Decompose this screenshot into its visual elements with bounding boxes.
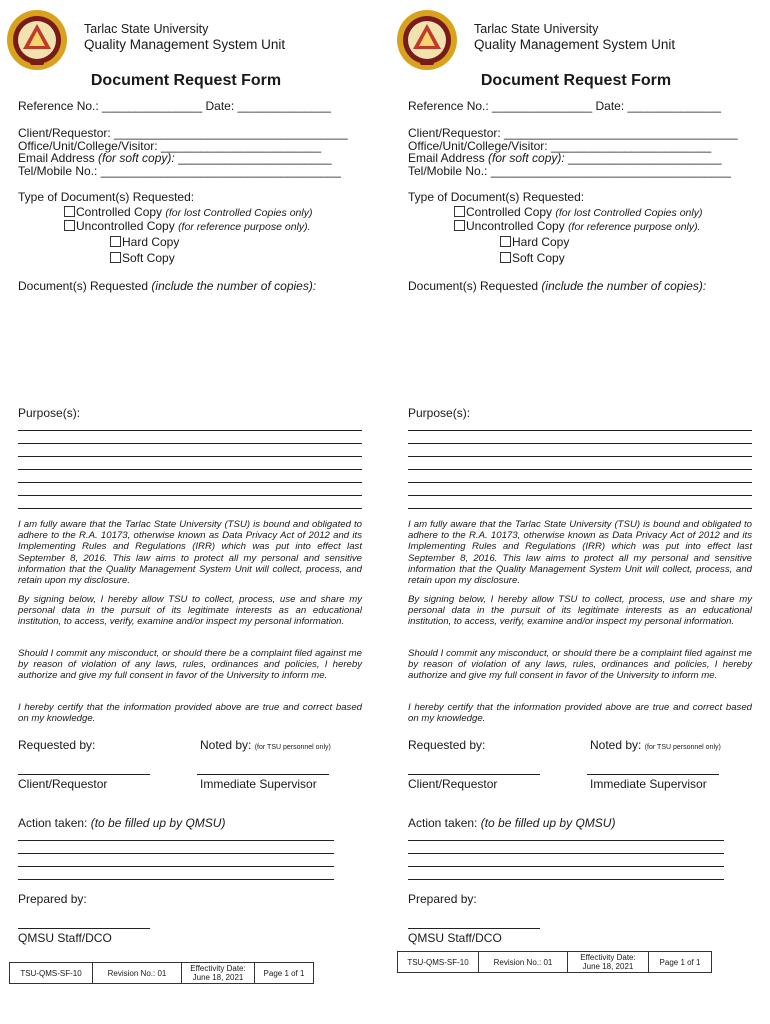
purpose-line[interactable] xyxy=(408,495,752,496)
privacy-paragraph-2: By signing below, I hereby allow TSU to collect, process, use and share my personal data in the pursuit of its legitimate interests as an educational institution, to access, verify, examine and/or inspect my personal information. xyxy=(18,594,362,628)
university-seal-icon xyxy=(6,9,68,71)
controlled-copy-checkbox[interactable] xyxy=(454,206,465,217)
footer-effectivity xyxy=(567,951,649,973)
hard-copy-checkbox[interactable] xyxy=(500,236,511,247)
controlled-copy-label: Controlled Copy xyxy=(76,205,163,219)
action-hint: (to be filled up by QMSU) xyxy=(480,816,616,830)
qmsu-staff-caption: QMSU Staff/DCO xyxy=(18,931,112,945)
documents-requested-label xyxy=(408,279,706,293)
effectivity-date: June 18, 2021 xyxy=(192,973,244,982)
noted-by-label xyxy=(590,738,721,752)
noted-by-label xyxy=(200,738,331,752)
noted-by-hint: (for TSU personnel only) xyxy=(254,744,331,751)
action-line[interactable] xyxy=(408,879,724,880)
supervisor-signature-line[interactable] xyxy=(587,774,719,775)
unit-name: Quality Management System Unit xyxy=(474,37,676,52)
effectivity-date: June 18, 2021 xyxy=(582,962,634,971)
hard-copy-option[interactable] xyxy=(110,235,179,249)
client-requestor-field[interactable]: Client/Requestor: ___________________________________ xyxy=(408,126,738,140)
office-field[interactable]: Office/Unit/College/Visitor: ________________________ xyxy=(408,139,712,153)
footer-revision: Revision No.: 01 xyxy=(92,962,182,984)
footer-code: TSU-QMS-SF-10 xyxy=(397,951,479,973)
type-label: Type of Document(s) Requested: xyxy=(408,190,585,204)
action-taken-label xyxy=(18,816,225,830)
client-requestor-caption: Client/Requestor xyxy=(408,777,498,791)
purpose-label: Purpose(s): xyxy=(408,406,471,420)
document-footer xyxy=(10,962,314,984)
soft-copy-option[interactable] xyxy=(500,251,565,265)
uncontrolled-copy-checkbox[interactable] xyxy=(64,220,75,231)
effectivity-label: Effectivity Date: xyxy=(580,953,636,962)
uncontrolled-copy-label: Uncontrolled Copy xyxy=(466,219,565,233)
email-hint: (for soft copy): xyxy=(488,151,565,165)
action-taken-label xyxy=(408,816,615,830)
uncontrolled-copy-label: Uncontrolled Copy xyxy=(76,219,175,233)
purpose-line[interactable] xyxy=(18,443,362,444)
type-label: Type of Document(s) Requested: xyxy=(18,190,195,204)
purpose-line[interactable] xyxy=(18,469,362,470)
controlled-copy-hint: (for lost Controlled Copies only) xyxy=(555,207,703,219)
form-title: Document Request Form xyxy=(480,72,672,89)
controlled-copy-hint: (for lost Controlled Copies only) xyxy=(165,207,313,219)
action-line[interactable] xyxy=(18,840,334,841)
action-line[interactable] xyxy=(18,853,334,854)
uncontrolled-copy-checkbox[interactable] xyxy=(454,220,465,231)
document-request-form-right xyxy=(390,0,762,1024)
purpose-line[interactable] xyxy=(408,430,752,431)
documents-hint: (include the number of copies): xyxy=(541,279,707,293)
university-name: Tarlac State University xyxy=(474,22,599,36)
hard-copy-label: Hard Copy xyxy=(512,235,570,249)
tel-field[interactable]: Tel/Mobile No.: ____________________________________ xyxy=(18,164,341,178)
action-line[interactable] xyxy=(18,879,334,880)
uncontrolled-copy-hint: (for reference purpose only). xyxy=(178,221,311,233)
noted-by-text: Noted by: xyxy=(590,738,642,752)
purpose-label: Purpose(s): xyxy=(18,406,81,420)
purpose-line[interactable] xyxy=(408,482,752,483)
documents-label: Document(s) Requested xyxy=(18,279,149,293)
soft-copy-checkbox[interactable] xyxy=(110,252,121,263)
unit-name: Quality Management System Unit xyxy=(84,37,286,52)
email-field[interactable] xyxy=(18,151,332,165)
action-hint: (to be filled up by QMSU) xyxy=(90,816,226,830)
privacy-paragraph-3: Should I commit any misconduct, or should there be a complaint filed against me by reason of violation of any laws, rules, ordinances and policies, I hereby authorize and give my full consent in favor of the University to inform me. xyxy=(18,648,362,682)
action-line[interactable] xyxy=(408,866,724,867)
client-requestor-field[interactable]: Client/Requestor: ___________________________________ xyxy=(18,126,348,140)
documents-hint: (include the number of copies): xyxy=(151,279,317,293)
requestor-signature-line[interactable] xyxy=(18,774,150,775)
document-footer xyxy=(398,951,712,973)
certification-paragraph: I hereby certify that the information provided above are true and correct based on my knowledge. xyxy=(408,702,752,725)
hard-copy-checkbox[interactable] xyxy=(110,236,121,247)
requestor-signature-line[interactable] xyxy=(408,774,540,775)
form-title: Document Request Form xyxy=(90,72,282,89)
footer-code: TSU-QMS-SF-10 xyxy=(9,962,93,984)
email-label: Email Address xyxy=(408,151,485,165)
action-label: Action taken: xyxy=(408,816,478,830)
office-field[interactable]: Office/Unit/College/Visitor: ________________________ xyxy=(18,139,322,153)
hard-copy-option[interactable] xyxy=(500,235,569,249)
privacy-paragraph-3: Should I commit any misconduct, or should there be a complaint filed against me by reason of violation of any laws, rules, ordinances and policies, I hereby authorize and give my full consent in favor of the University to inform me. xyxy=(408,648,752,682)
soft-copy-checkbox[interactable] xyxy=(500,252,511,263)
email-field[interactable] xyxy=(408,151,722,165)
purpose-line[interactable] xyxy=(408,456,752,457)
reference-date-field[interactable]: Reference No.: _______________ Date: ______________ xyxy=(18,99,331,113)
soft-copy-label: Soft Copy xyxy=(512,251,565,265)
controlled-copy-option[interactable] xyxy=(454,205,702,219)
action-label: Action taken: xyxy=(18,816,88,830)
prepared-by-label: Prepared by: xyxy=(18,892,87,906)
privacy-paragraph-2: By signing below, I hereby allow TSU to collect, process, use and share my personal data in the pursuit of its legitimate interests as an educational institution, to access, verify, examine and/or inspect my personal information. xyxy=(408,594,752,628)
reference-date-field[interactable]: Reference No.: _______________ Date: ______________ xyxy=(408,99,721,113)
staff-signature-line[interactable] xyxy=(408,928,540,929)
soft-copy-label: Soft Copy xyxy=(122,251,175,265)
controlled-copy-checkbox[interactable] xyxy=(64,206,75,217)
requested-by-label: Requested by: xyxy=(408,738,486,752)
purpose-line[interactable] xyxy=(18,495,362,496)
footer-effectivity xyxy=(181,962,255,984)
noted-by-hint: (for TSU personnel only) xyxy=(644,744,721,751)
staff-signature-line[interactable] xyxy=(18,928,150,929)
documents-label: Document(s) Requested xyxy=(408,279,539,293)
supervisor-signature-line[interactable] xyxy=(197,774,329,775)
uncontrolled-copy-hint: (for reference purpose only). xyxy=(568,221,701,233)
privacy-paragraph-1: I am fully aware that the Tarlac State University (TSU) is bound and obligated to adhere to the R.A. 10173, otherwise known as Data Privacy Act of 2012 and its Implementing Rules and Regulations (IRR) which was put into effect last September 8, 2016. This law aims to protect all my personal and sensitive information that the Quality Management System Unit will collect, process, and retain upon my disclosure. xyxy=(408,519,752,587)
footer-page: Page 1 of 1 xyxy=(254,962,314,984)
purpose-line[interactable] xyxy=(18,430,362,431)
tel-field[interactable]: Tel/Mobile No.: ____________________________________ xyxy=(408,164,731,178)
email-blank: _______________________ xyxy=(178,151,332,165)
university-seal-icon xyxy=(396,9,458,71)
noted-by-text: Noted by: xyxy=(200,738,252,752)
hard-copy-label: Hard Copy xyxy=(122,235,180,249)
action-line[interactable] xyxy=(408,853,724,854)
controlled-copy-label: Controlled Copy xyxy=(466,205,553,219)
controlled-copy-option[interactable] xyxy=(64,205,312,219)
email-blank: _______________________ xyxy=(568,151,722,165)
purpose-line[interactable] xyxy=(18,508,362,509)
purpose-line[interactable] xyxy=(18,456,362,457)
documents-requested-label xyxy=(18,279,316,293)
requested-by-label: Requested by: xyxy=(18,738,96,752)
effectivity-label: Effectivity Date: xyxy=(190,964,246,973)
privacy-paragraph-1: I am fully aware that the Tarlac State University (TSU) is bound and obligated to adhere to the R.A. 10173, otherwise known as Data Privacy Act of 2012 and its Implementing Rules and Regulations (IRR) which was put into effect last September 8, 2016. This law aims to protect all my personal and sensitive information that the Quality Management System Unit will collect, process, and retain upon my disclosure. xyxy=(18,519,362,587)
email-label: Email Address xyxy=(18,151,95,165)
prepared-by-label: Prepared by: xyxy=(408,892,477,906)
uncontrolled-copy-option[interactable] xyxy=(454,219,701,233)
soft-copy-option[interactable] xyxy=(110,251,175,265)
client-requestor-caption: Client/Requestor xyxy=(18,777,108,791)
university-name: Tarlac State University xyxy=(84,22,209,36)
email-hint: (for soft copy): xyxy=(98,151,175,165)
immediate-supervisor-caption: Immediate Supervisor xyxy=(200,777,317,791)
purpose-line[interactable] xyxy=(408,508,752,509)
purpose-line[interactable] xyxy=(18,482,362,483)
action-line[interactable] xyxy=(18,866,334,867)
document-request-form-left xyxy=(0,0,372,1024)
immediate-supervisor-caption: Immediate Supervisor xyxy=(590,777,707,791)
qmsu-staff-caption: QMSU Staff/DCO xyxy=(408,931,502,945)
footer-revision: Revision No.: 01 xyxy=(478,951,568,973)
action-line[interactable] xyxy=(408,840,724,841)
purpose-line[interactable] xyxy=(408,469,752,470)
purpose-line[interactable] xyxy=(408,443,752,444)
uncontrolled-copy-option[interactable] xyxy=(64,219,311,233)
certification-paragraph: I hereby certify that the information provided above are true and correct based on my knowledge. xyxy=(18,702,362,725)
footer-page: Page 1 of 1 xyxy=(648,951,712,973)
